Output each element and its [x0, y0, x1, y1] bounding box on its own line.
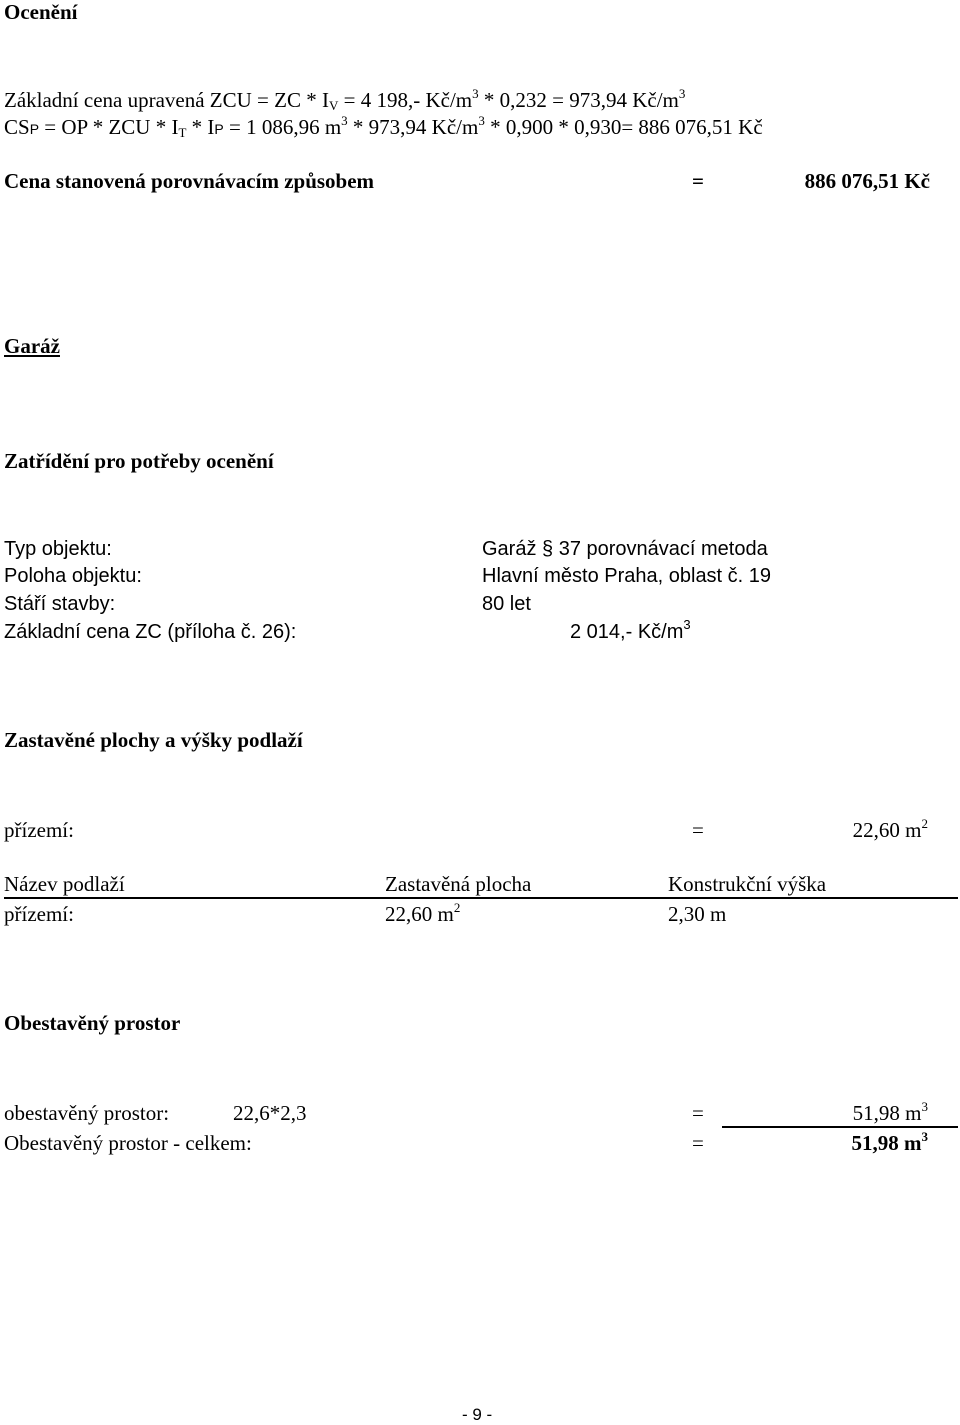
table-header-area: Zastavěná plocha	[385, 872, 532, 896]
volume-line-formula: 22,6*2,3	[233, 1101, 307, 1125]
formula-csp-part2: * I	[186, 115, 215, 139]
building-age-label: Stáří stavby:	[4, 593, 116, 615]
volume-total-value	[780, 1129, 928, 1155]
table-header-height: Konstrukční výška	[668, 872, 827, 896]
volume-line-eq: =	[692, 1101, 704, 1125]
formula-csp-cs-sub: P	[29, 121, 40, 137]
formula-csp-part5: * 0,900 * 0,930= 886 076,51 Kč	[484, 115, 763, 139]
garage-title: Garáž	[4, 334, 60, 358]
formula-csp-part4: * 973,94 Kč/m	[347, 115, 479, 139]
comparative-price-label: Cena stanovená porovnávacím způsobem	[4, 169, 375, 193]
volume-line-number: 51,98 m	[852, 1101, 922, 1125]
object-type-label: Typ objektu:	[4, 538, 112, 560]
ground-floor-eq: =	[692, 818, 704, 842]
volume-total-eq: =	[692, 1131, 704, 1155]
volume-total-sup: 3	[921, 1129, 928, 1144]
table-header-rule	[4, 897, 958, 899]
formula-csp-sup2: 3	[478, 113, 485, 128]
table-header-floor: Název podlaží	[4, 872, 125, 896]
object-location-label: Poloha objektu:	[4, 565, 142, 587]
ground-floor-value	[780, 816, 928, 842]
table-row-area-sup: 2	[453, 900, 461, 915]
formula-zcu	[4, 86, 686, 113]
page-number: - 9 -	[462, 1405, 493, 1424]
formula-zcu-mid2: * 0,232 = 973,94 Kč/m	[478, 88, 679, 112]
table-row-height: 2,30 m	[668, 902, 727, 926]
formula-csp-part3: = 1 086,96 m	[223, 115, 342, 139]
comparative-price-value: 886 076,51 Kč	[804, 169, 930, 193]
volume-line-value	[780, 1099, 928, 1125]
formula-csp-it-sub: T	[178, 125, 187, 140]
volume-sum-rule	[722, 1126, 958, 1128]
building-age-value: 80 let	[482, 593, 531, 615]
object-type-value: Garáž § 37 porovnávací metoda	[482, 538, 768, 560]
formula-csp-ip-sub: P	[214, 121, 224, 137]
table-row-area	[385, 900, 461, 926]
classification-title: Zatřídění pro potřeby ocenění	[4, 449, 274, 473]
formula-zcu-prefix: Základní cena upravená ZCU = ZC * I	[4, 88, 329, 112]
ground-floor-sup: 2	[921, 816, 928, 831]
table-row-floor: přízemí:	[4, 902, 74, 926]
volume-title: Obestavěný prostor	[4, 1011, 181, 1035]
page-heading: Ocenění	[4, 0, 78, 24]
ground-floor-label: přízemí:	[4, 818, 74, 842]
base-price-label: Základní cena ZC (příloha č. 26):	[4, 621, 297, 643]
base-price-sup: 3	[683, 617, 691, 632]
base-price-number: 2 014,- Kč/m	[570, 621, 684, 643]
formula-csp	[4, 113, 763, 140]
base-price-value	[570, 617, 691, 643]
formula-zcu-sup1: 3	[472, 86, 479, 101]
volume-total-number: 51,98 m	[851, 1131, 922, 1155]
formula-csp-cs: CS	[4, 115, 30, 139]
formula-csp-part1: = OP * ZCU * I	[39, 115, 179, 139]
ground-floor-number: 22,60 m	[852, 818, 922, 842]
formula-zcu-sup2: 3	[678, 86, 686, 101]
formula-zcu-sub: V	[328, 98, 339, 113]
areas-title: Zastavěné plochy a výšky podlaží	[4, 728, 303, 752]
formula-csp-sup1: 3	[341, 113, 348, 128]
comparative-price-eq: =	[692, 169, 704, 193]
volume-line-sup: 3	[921, 1099, 928, 1114]
formula-zcu-mid1: = 4 198,- Kč/m	[338, 88, 473, 112]
volume-line-label: obestavěný prostor:	[4, 1101, 170, 1125]
object-location-value: Hlavní město Praha, oblast č. 19	[482, 565, 772, 587]
table-row-area-number: 22,60 m	[385, 902, 454, 926]
volume-total-label: Obestavěný prostor - celkem:	[4, 1131, 252, 1155]
